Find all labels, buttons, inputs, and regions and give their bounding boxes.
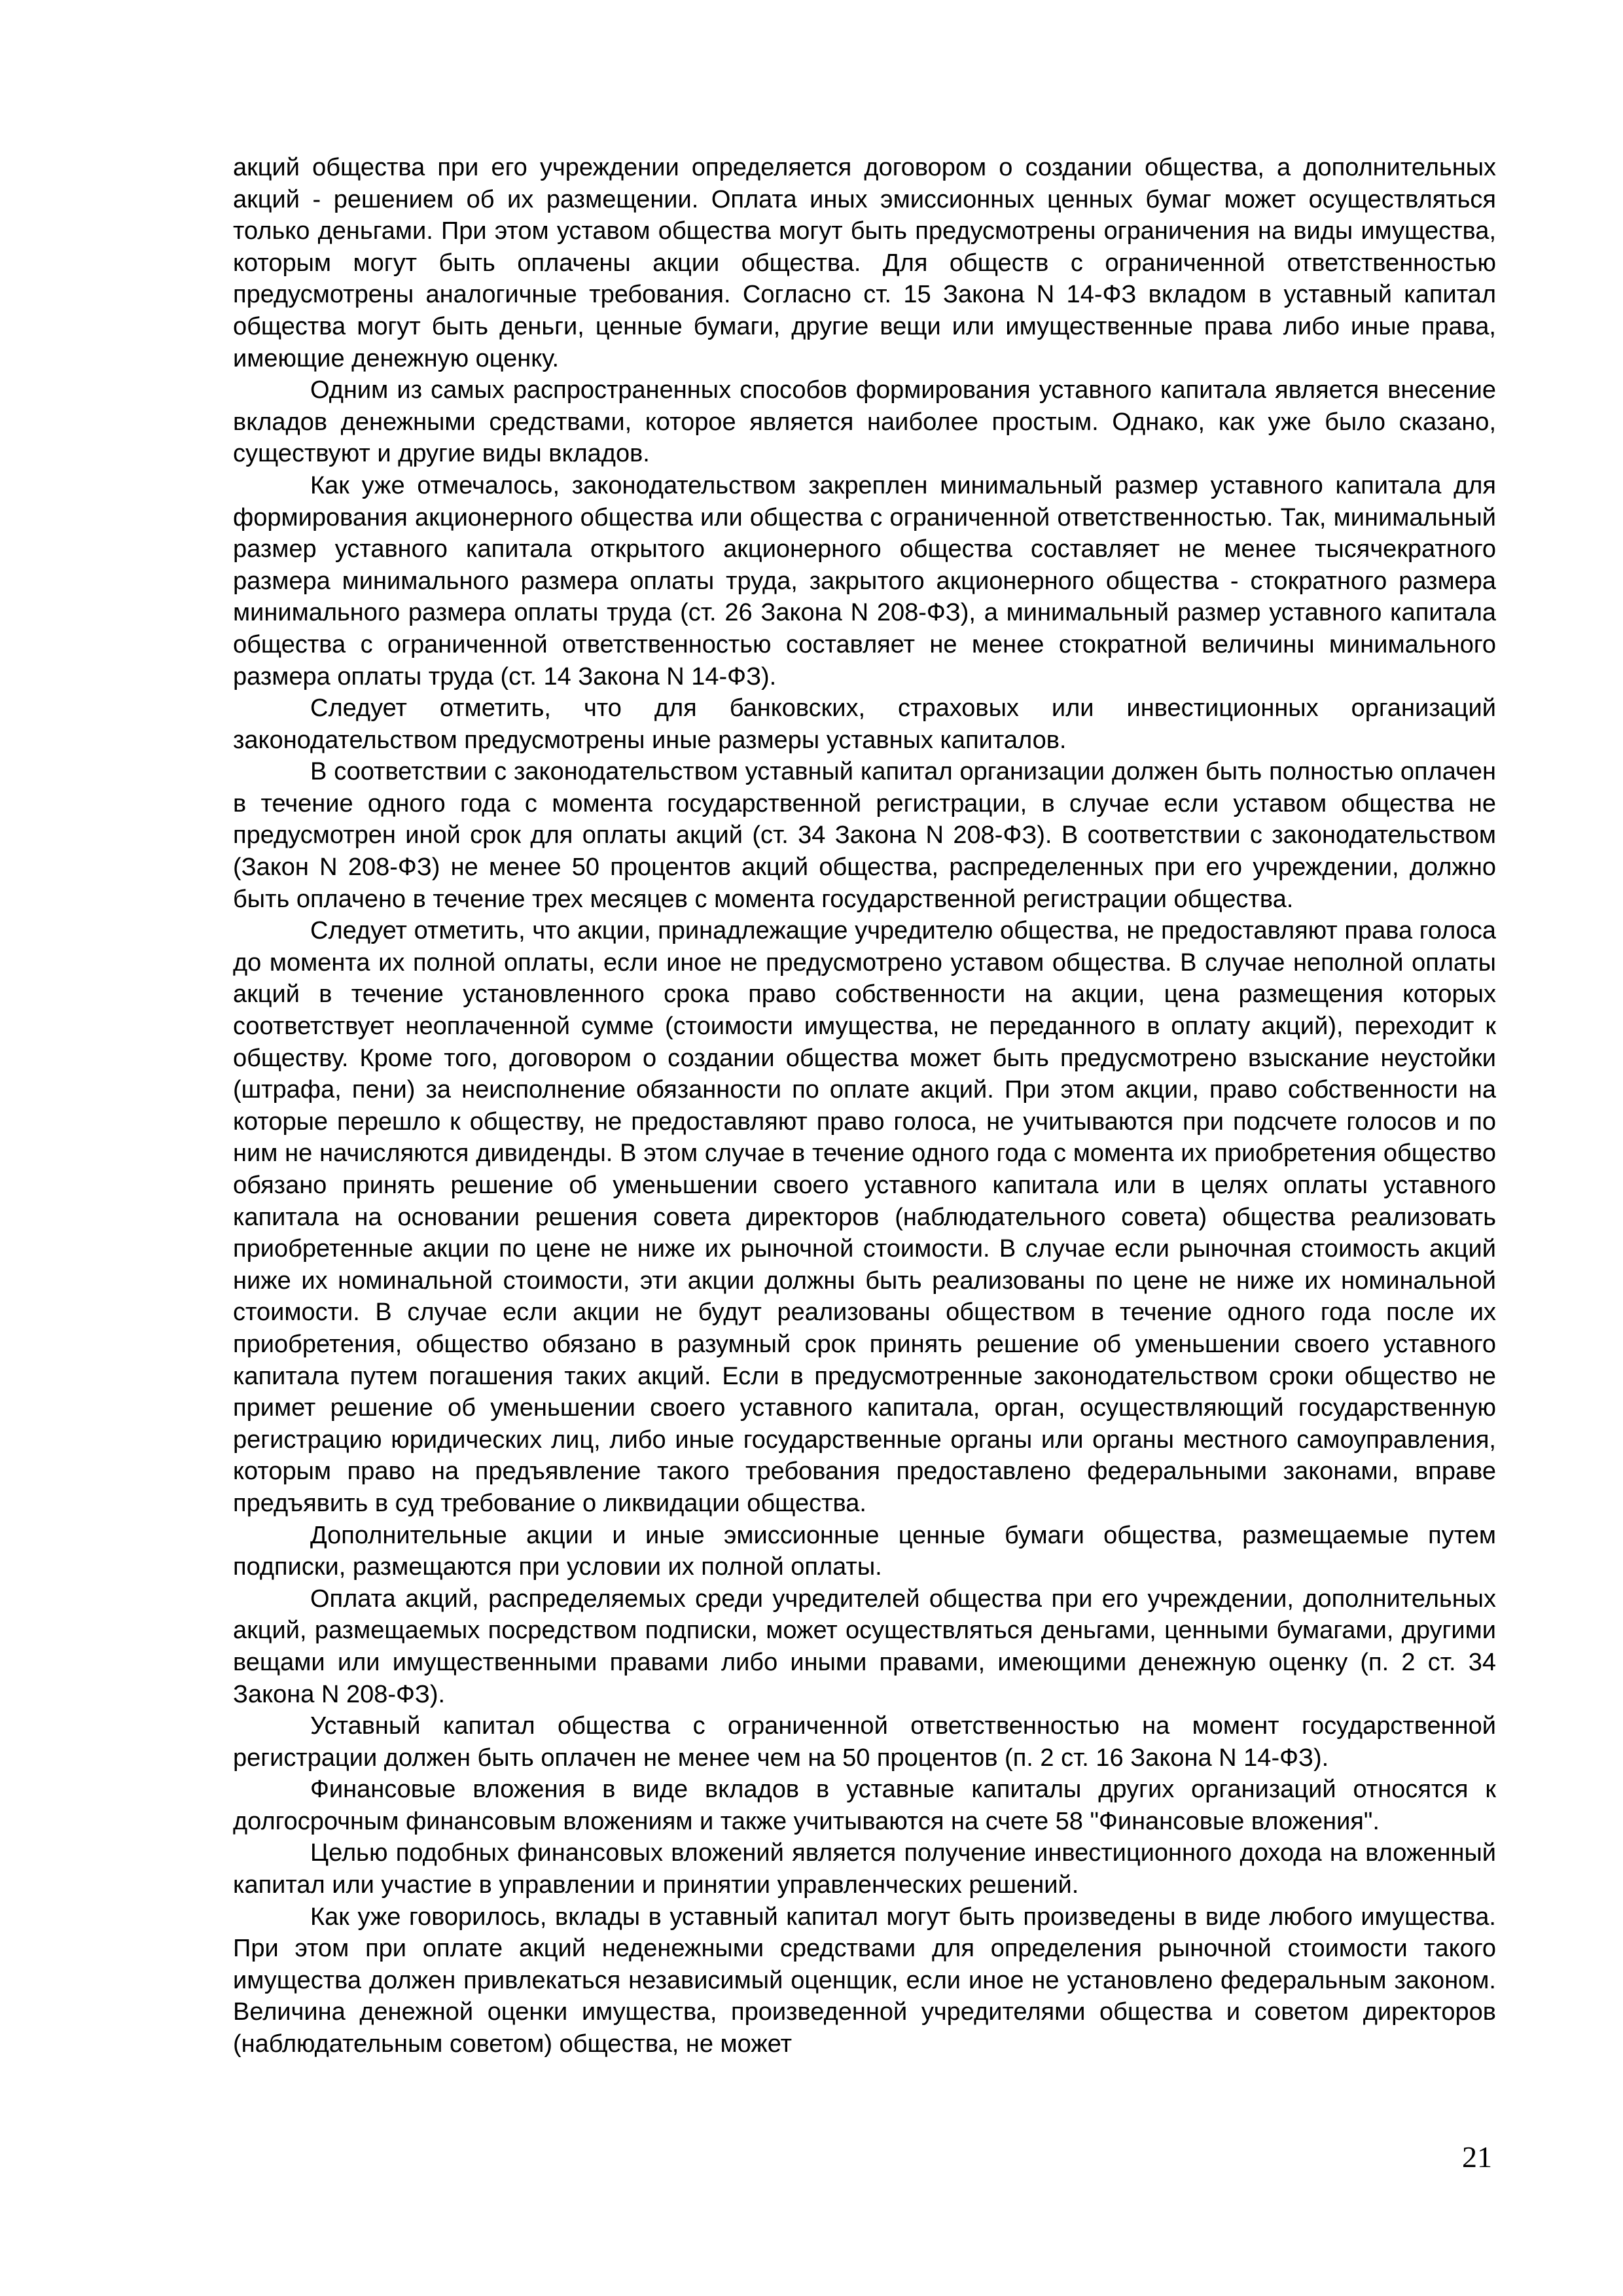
paragraph: Как уже отмечалось, законодательством закреплен минимальный размер уставного капитала для формирования акционерного общества или общества с ограниченной ответственностью. Так, минимальный размер уставного капитала открытого акционерного общества составляет не менее тысячекратного размера минимального размера оплаты труда, закрытого акционерного общества - стократного размера минимального размера оплаты труда (ст. 26 Закона N 208-ФЗ), а минимальный размер уставного капитала общества с ограниченной ответственностью составляет не менее стократной величины минимального размера оплаты труда (ст. 14 Закона N 14-ФЗ). bbox=[233, 471, 1496, 691]
paragraph: В соответствии с законодательством уставный капитал организации должен быть полностью оплачен в течение одного года с момента государственной регистрации, в случае если уставом общества не предусмотрен иной срок для оплаты акций (ст. 34 Закона N 208-ФЗ). В соответствии с законодательством (Закон N 208-ФЗ) не менее 50 процентов акций общества, распределенных при его учреждении, должно быть оплачено в течение трех месяцев с момента государственной регистрации общества. bbox=[233, 758, 1496, 913]
paragraph: Следует отметить, что акции, принадлежащие учредителю общества, не предоставляют права голоса до момента их полной оплаты, если иное не предусмотрено уставом общества. В случае неполной оплаты акций в течение установленного срока право собственности на акции, цена размещения которых соответствует неоплаченной сумме (стоимости имущества, не переданного в оплату акций), переходит к обществу. Кроме того, договором о создании общества может быть предусмотрено взыскание неустойки (штрафа, пени) за неисполнение обязанности по оплате акций. При этом акции, право собственности на которые перешло к обществу, не предоставляют право голоса, не учитываются при подсчете голосов и по ним не начисляются дивиденды. В этом случае в течение одного года с момента их приобретения общество обязано принять решение об уменьшении своего уставного капитала или в целях оплаты уставного капитала на основании решения совета директоров (наблюдательного совета) общества реализовать приобретенные акции по цене не ниже их рыночной стоимости. В случае если рыночная стоимость акций ниже их номинальной стоимости, эти акции должны быть реализованы по цене не ниже их номинальной стоимости. В случае если акции не будут реализованы обществом в течение одного года после их приобретения, общество обязано в разумный срок принять решение об уменьшении своего уставного капитала путем погашения таких акций. Если в предусмотренные законодательством сроки общество не примет решение об уменьшении своего уставного капитала, орган, осуществляющий государственную регистрацию юридических лиц, либо иные государственные органы или органы местного самоуправления, которым право на предъявление такого требования предоставлено федеральными законами, вправе предъявить в суд требование о ликвидации общества. bbox=[233, 917, 1496, 1517]
paragraph: Уставный капитал общества с ограниченной ответственностью на момент государственной регистрации должен быть оплачен не менее чем на 50 процентов (п. 2 ст. 16 Закона N 14-ФЗ). bbox=[233, 1712, 1496, 1772]
paragraph: Одним из самых распространенных способов формирования уставного капитала является внесение вкладов денежными средствами, которое является наиболее простым. Однако, как уже было сказано, существуют и другие виды вкладов. bbox=[233, 376, 1496, 468]
paragraph: Финансовые вложения в виде вкладов в уставные капиталы других организаций относятся к долгосрочным финансовым вложениям и также учитываются на счете 58 "Финансовые вложения". bbox=[233, 1776, 1496, 1835]
paragraph: Следует отметить, что для банковских, страховых или инвестиционных организаций законодательством предусмотрены иные размеры уставных капиталов. bbox=[233, 694, 1496, 754]
document-body bbox=[233, 152, 1496, 2060]
paragraph: Дополнительные акции и иные эмиссионные ценные бумаги общества, размещаемые путем подписки, размещаются при условии их полной оплаты. bbox=[233, 1521, 1496, 1581]
paragraph: Оплата акций, распределяемых среди учредителей общества при его учреждении, дополнительных акций, размещаемых посредством подписки, может осуществляться деньгами, ценными бумагами, другими вещами или имущественными правами либо иными правами, имеющими денежную оценку (п. 2 ст. 34 Закона N 208-ФЗ). bbox=[233, 1585, 1496, 1708]
page-number: 21 bbox=[1462, 2140, 1492, 2174]
paragraph: Как уже говорилось, вклады в уставный капитал могут быть произведены в виде любого имущества. При этом при оплате акций неденежными средствами для определения рыночной стоимости такого имущества должен привлекаться независимый оценщик, если иное не установлено федеральным законом. Величина денежной оценки имущества, произведенной учредителями общества и советом директоров (наблюдательным советом) общества, не может bbox=[233, 1903, 1496, 2058]
paragraph: акций общества при его учреждении определяется договором о создании общества, а дополнительных акций - решением об их размещении. Оплата иных эмиссионных ценных бумаг может осуществляться только деньгами. При этом уставом общества могут быть предусмотрены ограничения на виды имущества, которым могут быть оплачены акции общества. Для обществ с ограниченной ответственностью предусмотрены аналогичные требования. Согласно ст. 15 Закона N 14-ФЗ вкладом в уставный капитал общества могут быть деньги, ценные бумаги, другие вещи или имущественные права либо иные права, имеющие денежную оценку. bbox=[233, 154, 1496, 372]
paragraph: Целью подобных финансовых вложений является получение инвестиционного дохода на вложенный капитал или участие в управлении и принятии управленческих решений. bbox=[233, 1839, 1496, 1899]
